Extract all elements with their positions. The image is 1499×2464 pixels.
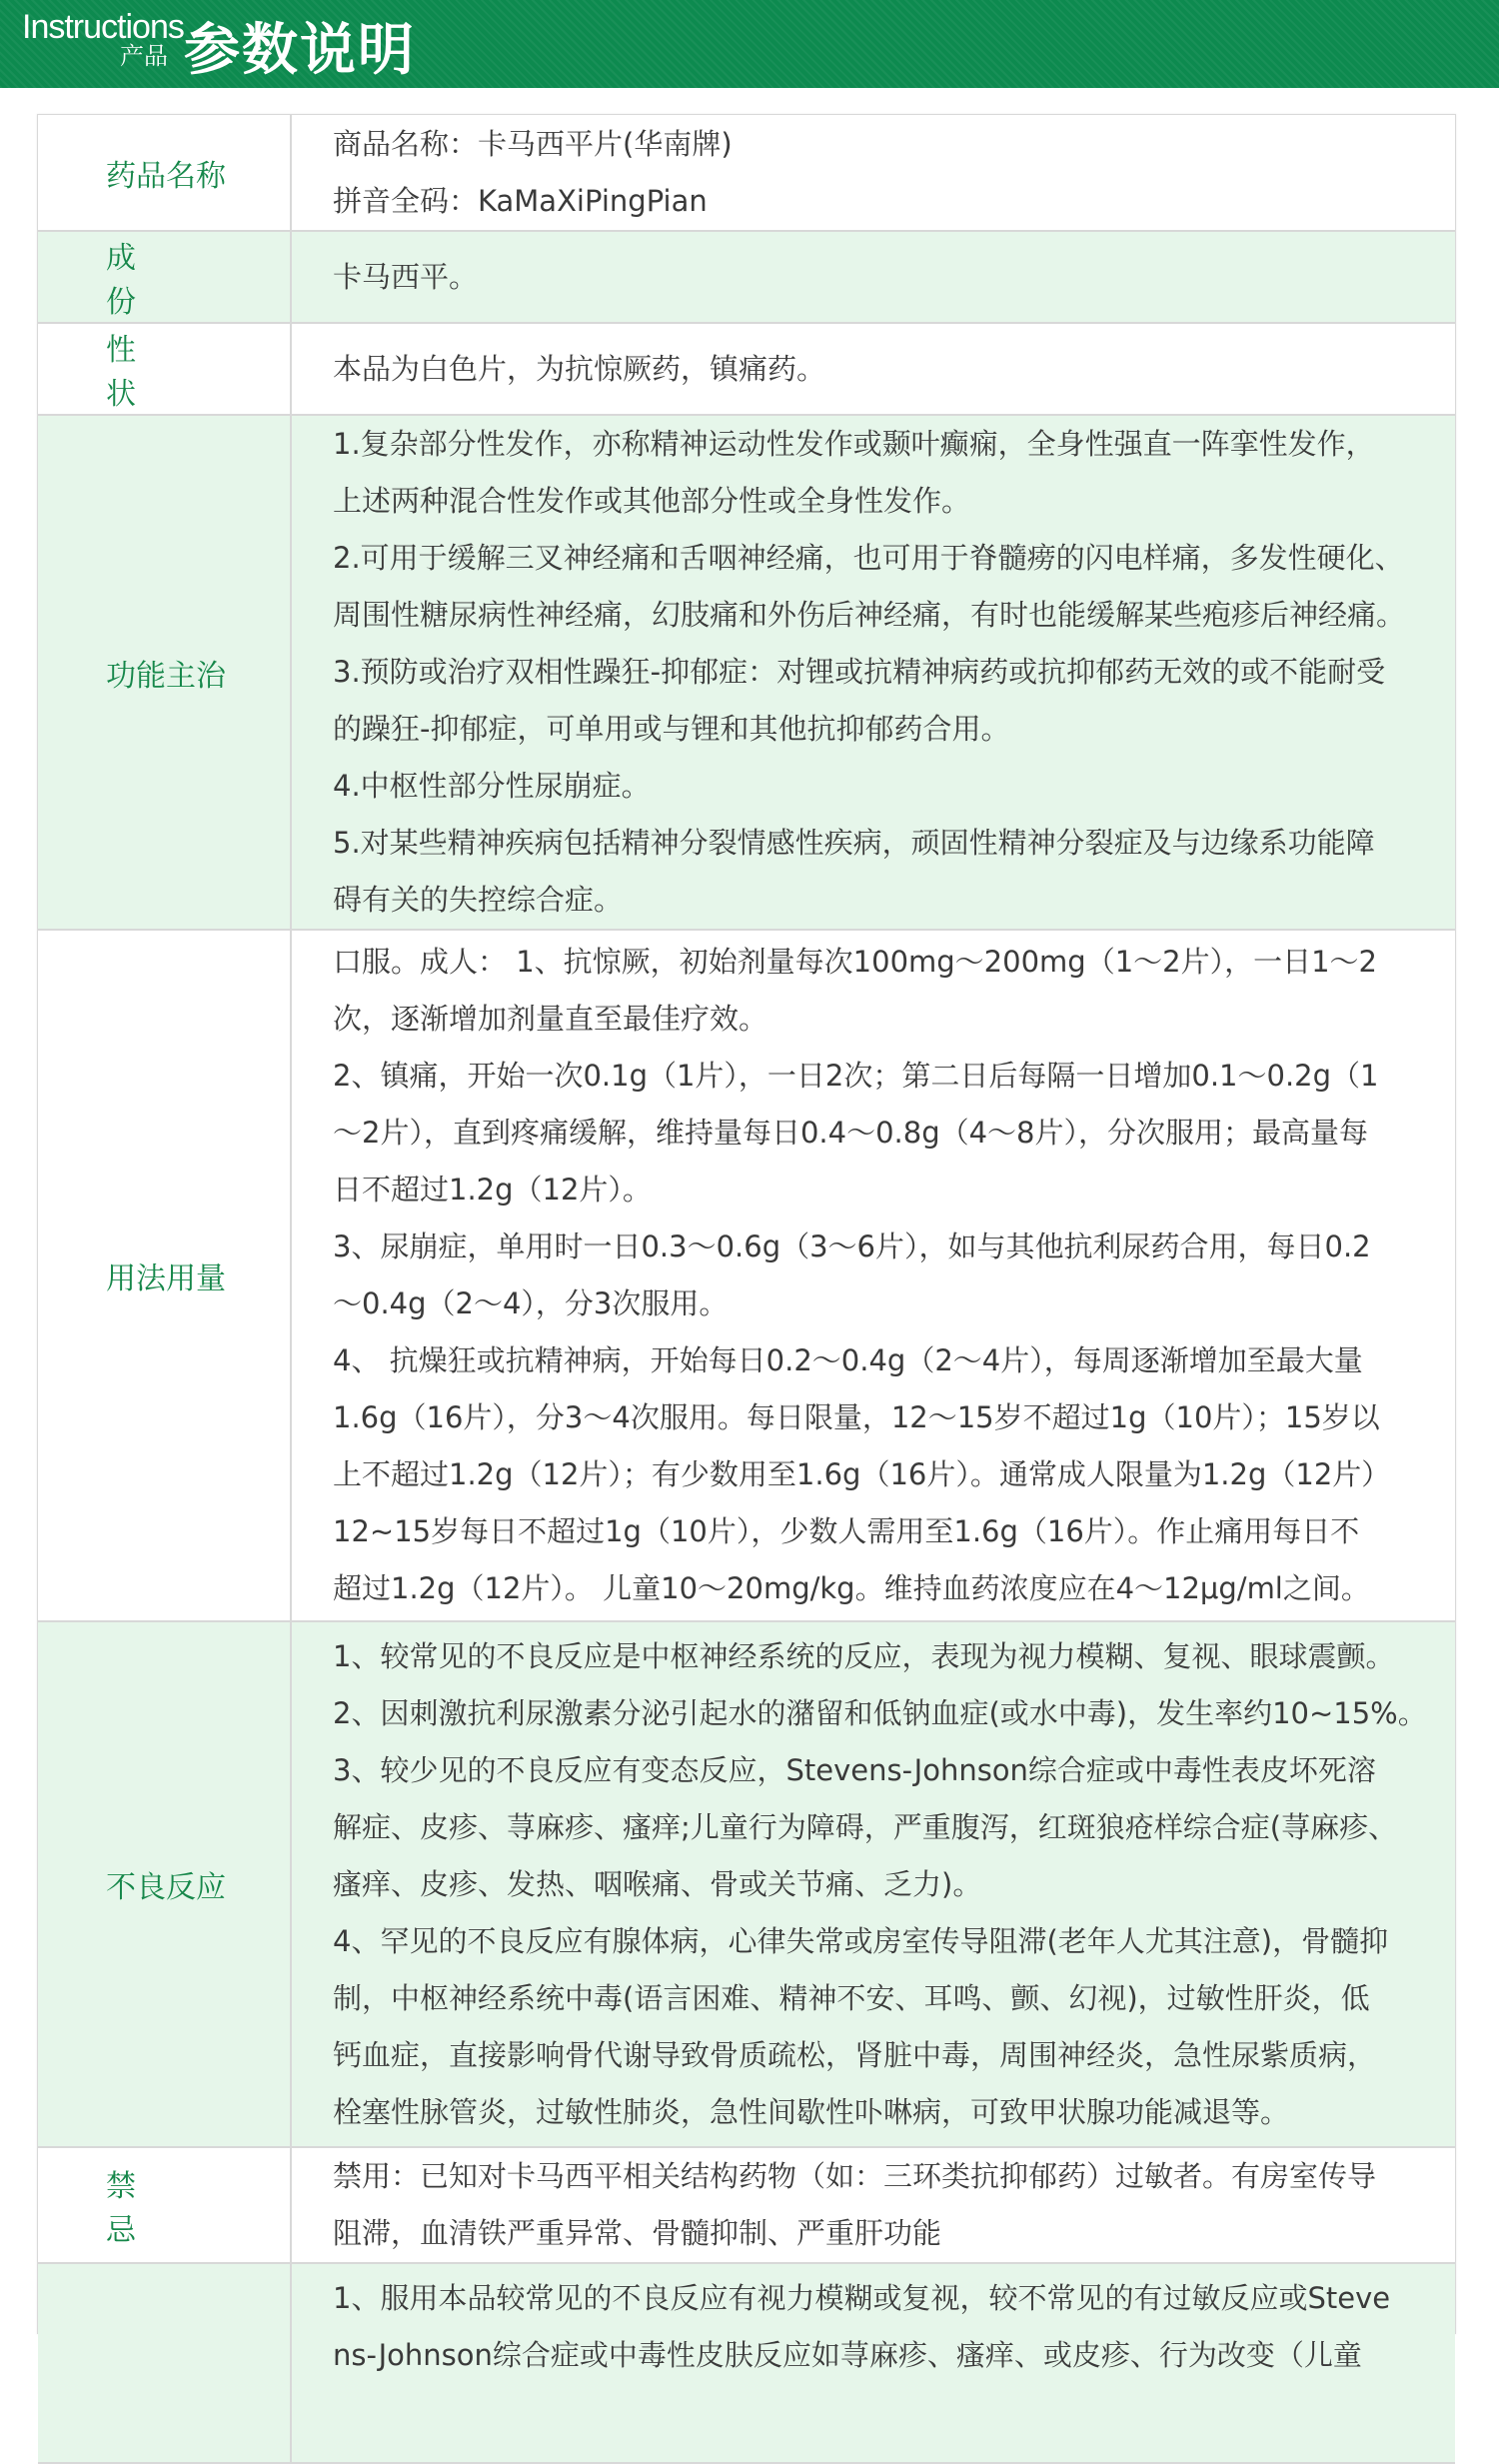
row-drug-name (38, 115, 1455, 231)
row-label-text: 性 状 (106, 333, 196, 412)
content-line: 1.6g（16片），分3～4次服用。每日限量，12～15岁不超过1g（10片）；15岁以 (333, 1400, 1380, 1434)
content-line: 周围性糖尿病性神经痛，幻肢痛和外伤后神经痛，有时也能缓解某些疱疹后神经痛。 (333, 598, 1406, 632)
content-line: 次，逐渐增加剂量直至最佳疗效。 (333, 1002, 768, 1036)
row-dosage (38, 930, 1455, 1621)
content-line: 2、因刺激抗利尿激素分泌引起水的潴留和低钠血症(或水中毒)，发生率约10~15%。 (333, 1695, 1427, 1730)
row-label-text: 成 份 (106, 241, 196, 320)
content-line: 1.复杂部分性发作，亦称精神运动性发作或颞叶癫痫，全身性强直一阵挛性发作， (333, 427, 1375, 461)
content-line: 本品为白色片，为抗惊厥药，镇痛药。 (333, 351, 826, 386)
row-precautions (38, 2263, 1455, 2463)
row-indications (38, 415, 1455, 930)
row-content (291, 115, 1455, 231)
content-line: 1、较常见的不良反应是中枢神经系统的反应，表现为视力模糊、复视、眼球震颤。 (333, 1638, 1395, 1673)
content-line: 碍有关的失控综合症。 (333, 883, 624, 917)
content-line: 4.中枢性部分性尿崩症。 (333, 769, 651, 803)
row-label-text: 药品名称 (106, 158, 226, 194)
spec-table (37, 114, 1456, 2372)
row-label (38, 930, 291, 1621)
header-title-cn: 参数说明 (184, 18, 416, 83)
content-line: 卡马西平。 (333, 259, 479, 294)
content-line: 5.对某些精神疾病包括精神分裂情感性疾病，顽固性精神分裂症及与边缘系功能障 (333, 826, 1375, 860)
content-line: 3.预防或治疗双相性躁狂-抑郁症：对锂或抗精神病药或抗抑郁药无效的或不能耐受 (333, 655, 1386, 689)
row-content (291, 323, 1455, 415)
row-content (291, 415, 1455, 930)
row-label-text: 不良反应 (106, 1870, 226, 1905)
content-line: 制，中枢神经系统中毒(语言困难、精神不安、耳鸣、颤、幻视)，过敏性肝炎，低 (333, 1980, 1370, 2015)
section-header (0, 0, 1499, 88)
header-title-en: Instructions (22, 8, 184, 46)
row-contraindications (38, 2147, 1455, 2263)
content-line: 禁用：已知对卡马西平相关结构药物（如：三环类抗抑郁药）过敏者。有房室传导 (333, 2159, 1377, 2193)
row-content (291, 2147, 1455, 2263)
content-line: 瘙痒、皮疹、发热、咽喉痛、骨或关节痛、乏力)。 (333, 1866, 982, 1901)
content-line: 超过1.2g（12片）。 儿童10～20mg/kg。维持血药浓度应在4～12μg/ml之间。 (333, 1571, 1370, 1605)
content-line: 3、较少见的不良反应有变态反应，Stevens-Johnson综合症或中毒性表皮坏死溶 (333, 1752, 1376, 1787)
row-label (38, 2263, 291, 2463)
content-line: 4、 抗燥狂或抗精神病，开始每日0.2～0.4g（2～4片），每周逐渐增加至最大量 (333, 1343, 1363, 1377)
content-line: 栓塞性脉管炎，过敏性肺炎，急性间歇性卟啉病，可致甲状腺功能减退等。 (333, 2094, 1290, 2129)
content-line: 2.可用于缓解三叉神经痛和舌咽神经痛，也可用于脊髓痨的闪电样痛，多发性硬化、 (333, 541, 1404, 575)
row-adverse-reactions (38, 1621, 1455, 2147)
content-line: 2、镇痛，开始一次0.1g（1片），一日2次；第二日后每隔一日增加0.1～0.2g（1 (333, 1059, 1379, 1093)
content-line: 日不超过1.2g（12片）。 (333, 1173, 652, 1207)
content-line: 钙血症，直接影响骨代谢导致骨质疏松，肾脏中毒，周围神经炎，急性尿紫质病， (333, 2037, 1377, 2072)
row-label (38, 2147, 291, 2263)
row-label-text: 禁 忌 (106, 2169, 196, 2248)
row-label (38, 231, 291, 323)
content-line: ～0.4g（2～4），分3次服用。 (333, 1286, 729, 1320)
row-content (291, 930, 1455, 1621)
content-line: ns-Johnson综合症或中毒性皮肤反应如荨麻疹、瘙痒、或皮疹、行为改变（儿童 (333, 2338, 1362, 2372)
content-line: 4、罕见的不良反应有腺体病，心律失常或房室传导阻滞(老年人尤其注意)，骨髓抑 (333, 1923, 1389, 1958)
content-line: 商品名称：卡马西平片(华南牌) (333, 126, 733, 161)
header-title-cn-small: 产品 (120, 42, 168, 70)
row-label (38, 1621, 291, 2147)
content-line: 上不超过1.2g（12片）；有少数用至1.6g（16片）。通常成人限量为1.2g（12片） (333, 1457, 1391, 1491)
content-line: 的躁狂-抑郁症，可单用或与锂和其他抗抑郁药合用。 (333, 712, 1010, 746)
content-line: 拼音全码：KaMaXiPingPian (333, 183, 708, 218)
content-line: 上述两种混合性发作或其他部分性或全身性发作。 (333, 484, 971, 518)
row-content (291, 231, 1455, 323)
row-label (38, 115, 291, 231)
content-line: 解症、皮疹、荨麻疹、瘙痒;儿童行为障碍，严重腹泻，红斑狼疮样综合症(荨麻疹、 (333, 1809, 1398, 1844)
content-line: ～2片），直到疼痛缓解，维持量每日0.4～0.8g（4～8片），分次服用；最高量每 (333, 1116, 1369, 1150)
content-line: 口服。成人： 1、抗惊厥，初始剂量每次100mg～200mg（1～2片），一日1～2 (333, 945, 1377, 979)
row-appearance (38, 323, 1455, 415)
content-line: 阻滞，血清铁严重异常、骨髓抑制、严重肝功能 (333, 2216, 942, 2250)
content-line: 3、尿崩症，单用时一日0.3～0.6g（3～6片），如与其他抗利尿药合用，每日0.2 (333, 1230, 1371, 1263)
row-content (291, 1621, 1455, 2147)
content-line: 12~15岁每日不超过1g（10片），少数人需用至1.6g（16片）。作止痛用每日不 (333, 1514, 1360, 1548)
row-label (38, 415, 291, 930)
row-ingredients (38, 231, 1455, 323)
content-line: 1、服用本品较常见的不良反应有视力模糊或复视，较不常见的有过敏反应或Steve (333, 2281, 1391, 2315)
row-label-text: 功能主治 (106, 658, 226, 694)
row-content (291, 2263, 1455, 2463)
row-label (38, 323, 291, 415)
row-label-text: 用法用量 (106, 1261, 226, 1296)
